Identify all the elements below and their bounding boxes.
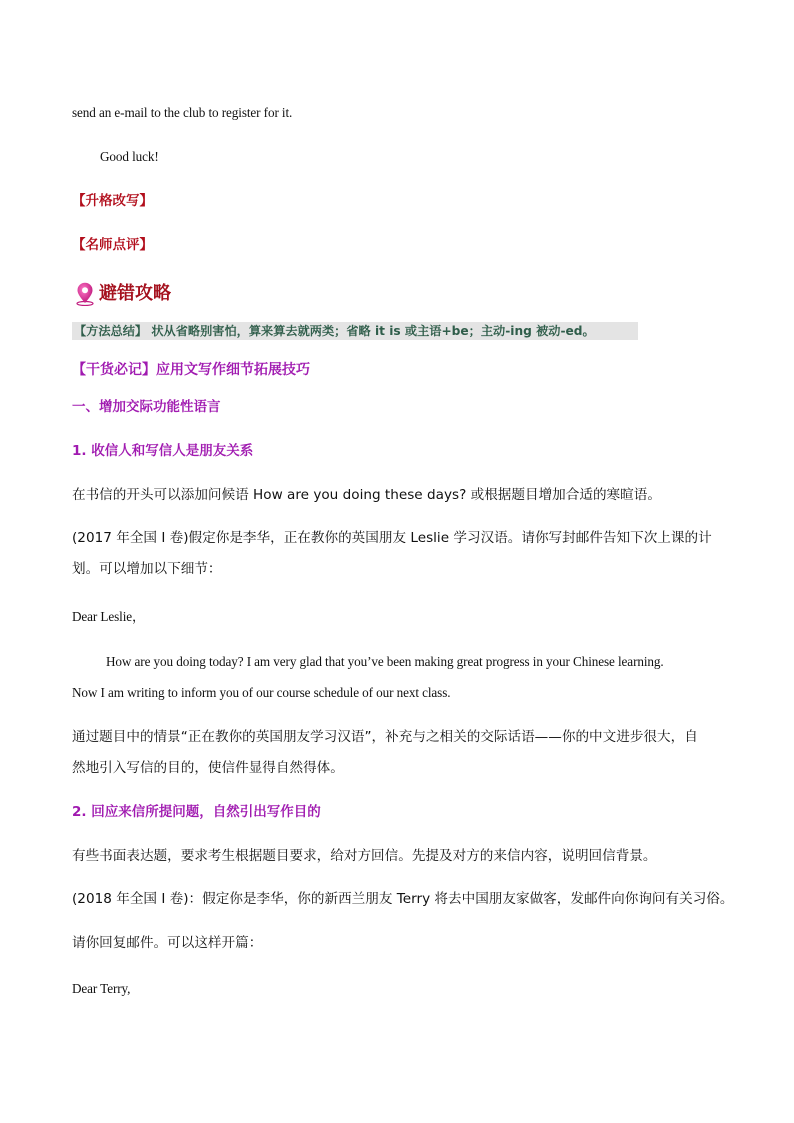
method-summary-text: 状从省略别害怕，算来算去就两类；省略 it is 或主语+be；主动-ing 被动-ed。	[147, 324, 595, 338]
method-summary-label: 【方法总结】	[74, 324, 148, 338]
letter-body-line: Now I am writing to inform you of our course schedule of our next class.	[72, 685, 451, 700]
upgrade-rewrite-heading: 【升格改写】	[72, 193, 153, 209]
paragraph: 请你回复邮件。可以这样开篇：	[72, 935, 263, 951]
letter-salutation: Dear Terry,	[72, 981, 131, 996]
tips-heading	[72, 362, 722, 379]
subheading-1-1: 1. 收信人和写信人是朋友关系	[72, 443, 254, 459]
paragraph: (2017 年全国 I 卷)假定你是李华，正在教你的英国朋友 Leslie 学习汉语。请你写封邮件告知下次上课的计	[72, 530, 712, 546]
section-title-text: 避错攻略	[99, 283, 171, 304]
paragraph: 然地引入写信的目的，使信件显得自然得体。	[72, 760, 344, 776]
paragraph: 划。可以增加以下细节：	[72, 561, 222, 577]
subheading-1-2: 2. 回应来信所提问题，自然引出写作目的	[72, 804, 321, 820]
body-text-line: send an e-mail to the club to register for it.	[72, 105, 293, 120]
letter-salutation: Dear Leslie，	[72, 609, 146, 624]
teacher-comment-heading: 【名师点评】	[72, 237, 153, 253]
location-pin-icon	[74, 282, 96, 306]
paragraph: (2018 年全国 I 卷)：假定你是李华，你的新西兰朋友 Terry 将去中国朋友家做客，发邮件向你询问有关习俗。	[72, 891, 734, 907]
section-title	[74, 282, 171, 306]
closing-line: Good luck!	[100, 149, 159, 164]
paragraph: 通过题目中的情景“正在教你的英国朋友学习汉语”，补充与之相关的交际话语——你的中文进步很大，自	[72, 729, 698, 745]
paragraph: 在书信的开头可以添加问候语 How are you doing these days? 或根据题目增加合适的寒暄语。	[72, 487, 661, 503]
tips-heading-text: 应用文写作细节拓展技巧	[156, 362, 310, 378]
tips-heading-label: 【干货必记】	[72, 362, 156, 378]
method-summary-box	[72, 322, 638, 340]
subheading-1: 一、增加交际功能性语言	[72, 399, 221, 415]
paragraph: 有些书面表达题，要求考生根据题目要求，给对方回信。先提及对方的来信内容，说明回信背景。	[72, 848, 657, 864]
letter-body-line: How are you doing today? I am very glad that you’ve been making great progress in your Chinese learning.	[106, 654, 664, 669]
